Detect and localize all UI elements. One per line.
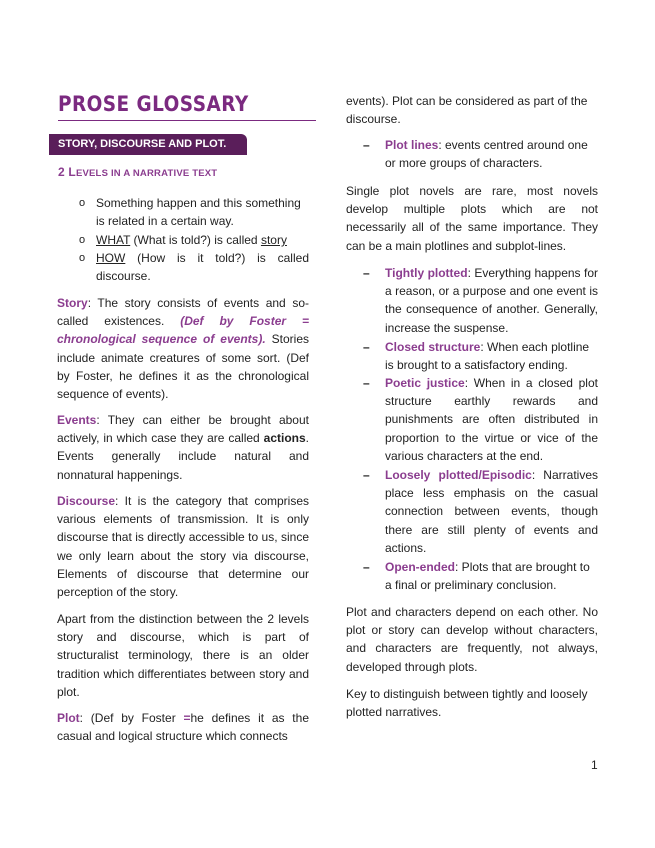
list-item-text bbox=[96, 231, 309, 249]
plot-type-body: : When each plotline is brought to a satisfactory ending. bbox=[385, 340, 590, 373]
underlined-what: WHAT bbox=[96, 233, 131, 247]
discourse-paragraph bbox=[57, 492, 309, 601]
dash-marker: – bbox=[363, 138, 370, 152]
plot-type-text bbox=[385, 466, 598, 557]
page-number: 1 bbox=[591, 758, 598, 772]
bullet-marker: o bbox=[79, 234, 86, 246]
plot-type-term: Closed structure bbox=[385, 340, 481, 354]
subheading bbox=[58, 165, 217, 179]
events-text bbox=[57, 411, 309, 484]
plot-type-term: Loosely plotted/Episodic bbox=[385, 468, 532, 482]
events-paragraph bbox=[57, 411, 309, 484]
apart-text: Apart from the distinction between the 2 levels story and discourse, which is part of structuralist terminology, there is an older tradition which differentiates between story and plot. bbox=[57, 612, 309, 699]
plot-text bbox=[57, 709, 309, 745]
discourse-text bbox=[57, 492, 309, 601]
title-underline bbox=[58, 120, 316, 121]
plot-characters-text: Plot and characters depend on each other. No plot or story can develop without characters, and characters are frequently, not always, developed through plots. bbox=[346, 605, 598, 674]
plot-text-2: he defines it as the casual and logical structure which connects bbox=[57, 711, 309, 744]
plot-paragraph bbox=[57, 709, 309, 745]
story-text-1: : The story consists of events and so-called existences. bbox=[57, 296, 309, 329]
story-term: Story bbox=[57, 296, 88, 310]
dash-marker: – bbox=[363, 376, 370, 390]
discourse-term: Discourse bbox=[57, 494, 116, 508]
plot-type-item bbox=[363, 264, 599, 337]
story-foster-def: (Def by Foster = chronological sequence of events). bbox=[57, 314, 309, 347]
dash-marker: – bbox=[363, 266, 370, 280]
plot-lines-text bbox=[385, 136, 598, 172]
story-text-2: Stories include animate creatures of some sort. (Def by Foster, he defines it as the chronological sequence of events). bbox=[57, 332, 310, 402]
plot-type-item bbox=[363, 558, 598, 594]
list-item-text: Something happen and this something is related in a certain way. bbox=[96, 196, 301, 229]
plot-type-text bbox=[385, 374, 598, 465]
list-item bbox=[79, 249, 309, 285]
events-text-2: . Events generally include natural and nonnatural happenings. bbox=[57, 431, 309, 482]
discourse-body: : It is the category that comprises various elements of transmission. It is only discourse that is directly accessible to us, since we only learn about the story via discourse, Elements of discourse that determine our perception of the story. bbox=[57, 494, 309, 600]
plot-lines-term: Plot lines bbox=[385, 138, 439, 152]
plot-term: Plot bbox=[57, 711, 80, 725]
plot-type-body: : Everything happens for a reason, or a purpose and one event is the consequence of another. Generally, increase the suspense. bbox=[385, 266, 599, 335]
underlined-how: HOW bbox=[96, 251, 126, 265]
dash-marker: – bbox=[363, 560, 370, 574]
section-banner: STORY, DISCOURSE AND PLOT. bbox=[49, 134, 247, 155]
plot-continued-text: events). Plot can be considered as part of the discourse. bbox=[346, 94, 588, 127]
plot-type-term: Open-ended bbox=[385, 560, 456, 574]
plot-type-body: : When in a closed plot structure earthly rewards and punishments are often distributed in proportion to the virtue or vice of the various characters at the end. bbox=[385, 376, 598, 463]
plot-type-text bbox=[385, 558, 598, 594]
key-paragraph bbox=[346, 685, 598, 721]
list-item-rest: (How is it told?) is called discourse. bbox=[96, 251, 309, 284]
underlined-story: story bbox=[260, 233, 287, 247]
list-item bbox=[79, 194, 309, 230]
apart-paragraph bbox=[57, 610, 309, 701]
plot-type-item bbox=[363, 338, 598, 374]
plot-type-body: : Narratives place less emphasis on the casual connection between events, though there are still plenty of events and actions. bbox=[385, 468, 598, 555]
plot-type-item bbox=[363, 374, 598, 465]
list-item-mid: (What is told?) is called bbox=[130, 233, 261, 247]
story-paragraph bbox=[57, 294, 309, 403]
events-text-1: : They can either be brought about actively, in which case they are called bbox=[57, 413, 309, 446]
subheading-lead: L bbox=[68, 165, 76, 179]
single-plot-text: Single plot novels are rare, most novels develop multiple plots which are not necessarily all of the same importance. They can be a main plotlines and subplot-lines. bbox=[346, 184, 598, 253]
dash-marker: – bbox=[363, 340, 370, 354]
key-text: Key to distinguish between tightly and loosely plotted narratives. bbox=[346, 687, 588, 720]
plot-type-term: Tightly plotted bbox=[385, 266, 468, 280]
events-actions: actions bbox=[263, 431, 306, 446]
plot-type-item bbox=[363, 466, 598, 557]
bullet-marker: o bbox=[79, 197, 86, 209]
plot-equals: = bbox=[183, 711, 191, 725]
subheading-number: 2 bbox=[58, 165, 65, 179]
plot-lines-body: : events centred around one or more groups of characters. bbox=[385, 138, 588, 171]
plot-characters-paragraph bbox=[346, 603, 598, 676]
plot-lines-item bbox=[363, 136, 598, 172]
page-title: PROSE GLOSSARY bbox=[58, 92, 249, 116]
bullet-marker: o bbox=[79, 252, 86, 264]
subheading-rest: EVELS IN A NARRATIVE TEXT bbox=[75, 168, 218, 179]
list-item-text bbox=[96, 249, 309, 285]
plot-type-body: : Plots that are brought to a final or preliminary conclusion. bbox=[385, 560, 590, 593]
plot-text-1: : (Def by Foster bbox=[79, 711, 184, 725]
events-term: Events bbox=[57, 413, 97, 427]
story-text bbox=[57, 294, 309, 403]
plot-type-text bbox=[385, 338, 598, 374]
plot-continued bbox=[346, 92, 598, 128]
list-item bbox=[79, 231, 309, 249]
single-plot-paragraph bbox=[346, 182, 598, 255]
dash-marker: – bbox=[363, 468, 370, 482]
plot-type-text bbox=[385, 264, 598, 337]
plot-type-term: Poetic justice bbox=[385, 376, 465, 390]
